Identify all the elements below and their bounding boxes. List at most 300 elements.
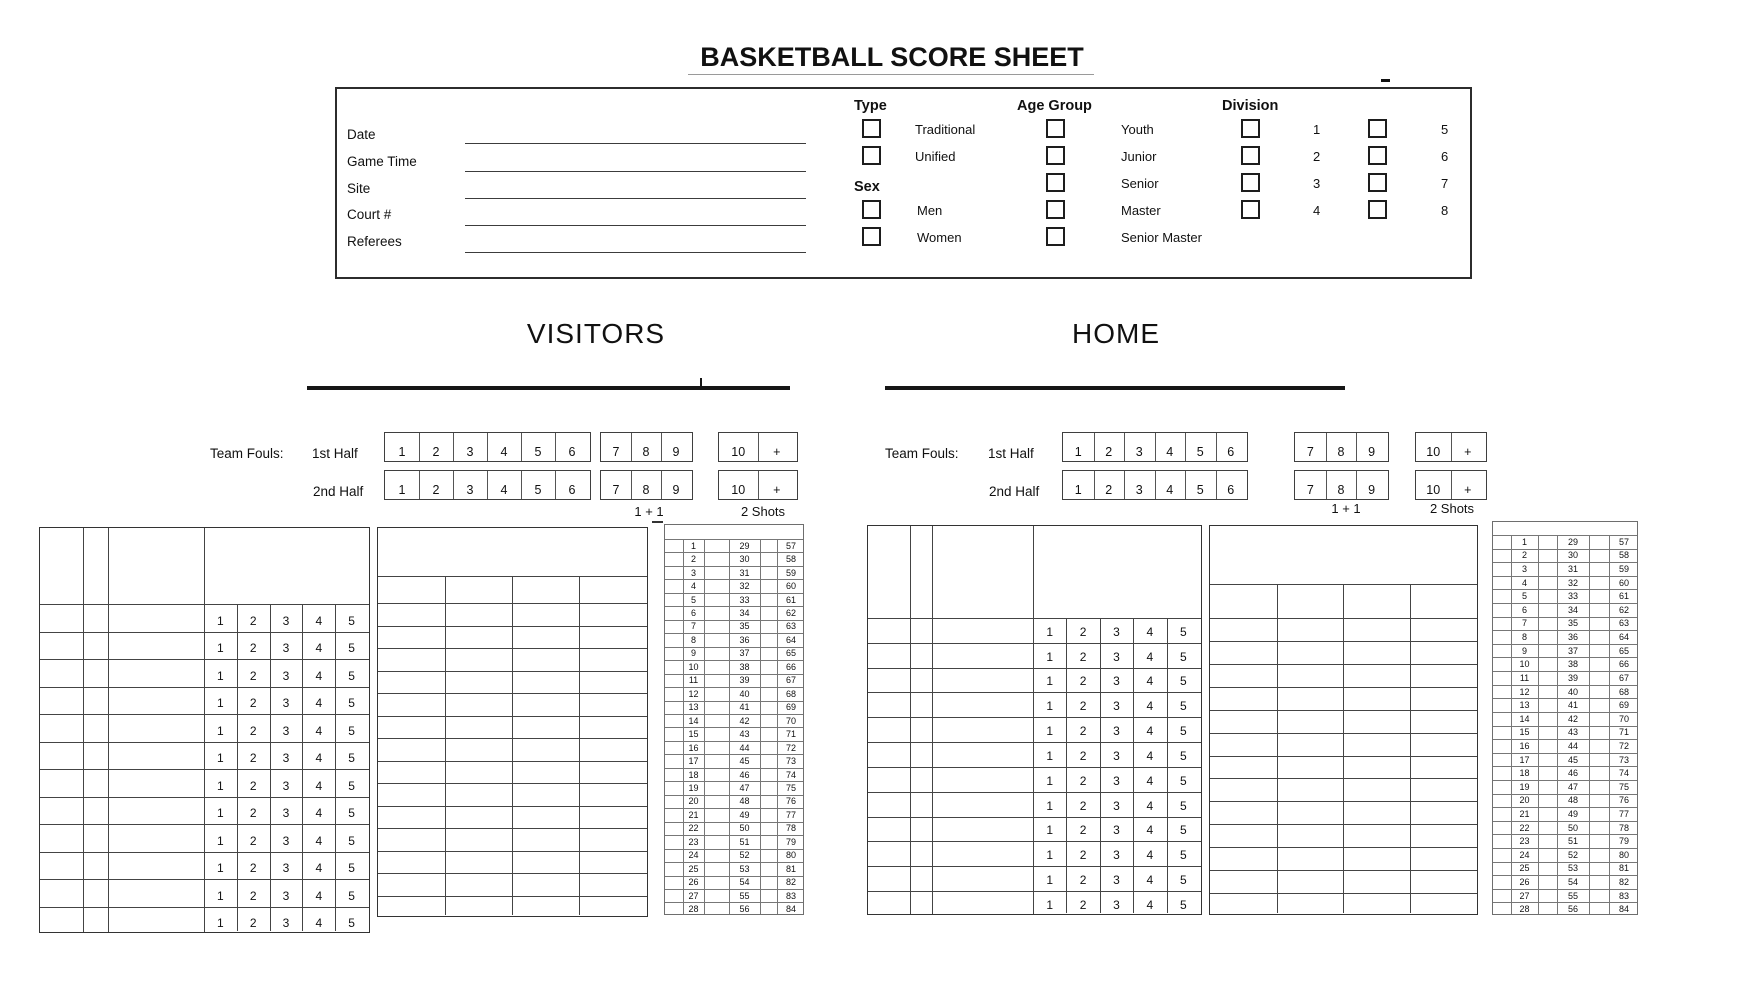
foul-number: 5: [348, 751, 355, 765]
running-score-number: 2: [690, 554, 696, 565]
team-foul-cell: 1: [1074, 445, 1082, 459]
running-score-number: 51: [739, 836, 750, 847]
running-score-number: 23: [1519, 836, 1530, 847]
foul-number: 1: [217, 751, 224, 765]
running-score-number: 45: [739, 756, 750, 767]
running-score-number: 9: [690, 648, 696, 659]
foul-number: 3: [1113, 649, 1120, 664]
team-foul-cell: 6: [1227, 483, 1235, 497]
home-team-fouls-label: Team Fouls:: [885, 446, 959, 461]
checkbox-age-junior: [1046, 146, 1065, 165]
home-player-table: [867, 525, 1202, 915]
foul-number: 1: [1046, 873, 1054, 888]
running-score-number: 14: [1519, 713, 1530, 724]
label-division-8: 8: [1441, 203, 1449, 218]
running-score-number: 15: [688, 729, 699, 740]
foul-number: 1: [1046, 624, 1054, 639]
foul-number: 2: [1079, 897, 1087, 912]
foul-number: 4: [1146, 674, 1154, 689]
foul-number: 1: [1046, 674, 1054, 689]
running-score-number: 13: [688, 702, 699, 713]
foul-number: 2: [1079, 624, 1087, 639]
running-score-number: 80: [785, 850, 796, 861]
scoring-row-line: [378, 648, 647, 649]
foul-number: 3: [282, 916, 290, 930]
scoring-row-line: [378, 851, 647, 852]
running-score-number: 69: [1618, 700, 1629, 711]
running-score-number: 21: [1519, 808, 1530, 819]
team-foul-cell: 5: [1196, 483, 1204, 497]
team-foul-cell: 4: [500, 483, 508, 497]
team-foul-cell: 1: [398, 445, 406, 459]
foul-number: 3: [282, 751, 290, 765]
team-foul-cell: +: [1464, 445, 1472, 459]
field-line-game-time: [465, 171, 806, 172]
row-line: [40, 852, 369, 853]
column-line: [108, 528, 109, 932]
running-score-number: 31: [1567, 564, 1578, 575]
foul-number: 4: [315, 888, 323, 903]
row-line: [868, 643, 1201, 644]
foul-number: 1: [217, 888, 224, 903]
running-score-number: 36: [1567, 632, 1578, 643]
foul-number: 3: [1113, 773, 1120, 788]
running-score-number: 40: [1567, 686, 1578, 697]
team-foul-cell: 7: [612, 483, 620, 497]
visitors-title: VISITORS: [526, 318, 666, 349]
foul-number: 2: [1079, 674, 1087, 689]
running-score-number: 24: [688, 850, 699, 861]
foul-number: 5: [348, 833, 355, 848]
running-score-number: 33: [739, 594, 750, 605]
row-line: [40, 687, 369, 688]
team-foul-cell: 8: [642, 445, 650, 459]
running-score-number: 19: [1519, 781, 1530, 792]
field-label-game-time: Game Time: [347, 154, 417, 169]
foul-number: 2: [1079, 798, 1087, 813]
foul-number: 4: [315, 696, 323, 710]
running-score-number: 75: [785, 782, 796, 793]
team-foul-cell: 1: [398, 483, 406, 497]
team-foul-cell: 10: [731, 445, 746, 459]
foul-number: 2: [1079, 724, 1087, 739]
age-group-title: Age Group: [1017, 98, 1092, 114]
home-team-fouls-group-cells_10_plus: [1415, 470, 1487, 500]
running-score-number: 26: [1519, 877, 1530, 888]
running-score-number: 80: [1618, 849, 1629, 860]
running-score-number: 39: [1567, 672, 1578, 683]
checkbox-division-1: [1241, 119, 1260, 138]
foul-number: 3: [1113, 699, 1120, 714]
running-score-number: 17: [688, 756, 699, 767]
scoring-row-line: [1210, 801, 1477, 802]
foul-number: 5: [1179, 699, 1187, 714]
team-foul-cell: 3: [466, 483, 474, 497]
foul-number: 2: [1079, 649, 1087, 664]
running-score-number: 27: [688, 890, 699, 901]
foul-number: 5: [1179, 873, 1187, 888]
running-score-number: 41: [1567, 700, 1578, 711]
row-line: [40, 824, 369, 825]
running-score-number: 56: [1567, 904, 1578, 915]
running-score-number: 30: [1567, 550, 1578, 561]
foul-number: 1: [1046, 848, 1054, 863]
running-score-number: 25: [1519, 863, 1530, 874]
running-score-number: 7: [690, 621, 696, 632]
running-score-number: 7: [1521, 618, 1527, 629]
foul-number: 1: [1046, 724, 1054, 739]
running-score-number: 76: [1618, 795, 1629, 806]
label-age-master: Master: [1121, 203, 1161, 218]
checkbox-age-youth: [1046, 119, 1065, 138]
scoring-row-line: [378, 671, 647, 672]
foul-number: 5: [348, 778, 355, 793]
checkbox-division-3: [1241, 173, 1260, 192]
home-team-fouls-group-cells_1_6: [1062, 470, 1248, 500]
running-score-number: 12: [1519, 686, 1530, 697]
team-foul-cell: 8: [1337, 445, 1345, 459]
running-score-number: 48: [739, 796, 750, 807]
team-foul-cell: 9: [1368, 445, 1376, 459]
home-team-fouls-group-cells_1_6: [1062, 432, 1248, 462]
running-score-number: 1: [1521, 536, 1527, 547]
running-score-number: 31: [739, 567, 750, 578]
foul-number: 1: [217, 861, 224, 875]
running-score-number: 81: [1618, 863, 1629, 874]
foul-number: 4: [315, 916, 323, 930]
foul-number: 1: [217, 613, 224, 628]
row-line: [40, 742, 369, 743]
foul-number: 3: [1113, 873, 1120, 888]
running-score-number: 6: [690, 608, 696, 619]
running-score-number: 53: [1567, 863, 1578, 874]
label-division-3: 3: [1313, 176, 1321, 191]
running-score-number: 83: [1618, 890, 1629, 901]
running-score-number: 28: [688, 904, 699, 915]
foul-number: 1: [217, 641, 224, 655]
foul-number: 5: [1179, 748, 1187, 763]
scoring-row-line: [378, 716, 647, 717]
running-score-number: 72: [785, 742, 796, 753]
label-sex-women: Women: [917, 230, 962, 245]
foul-number: 4: [315, 641, 323, 655]
foul-number: 3: [282, 723, 290, 738]
running-score-number: 46: [1567, 768, 1578, 779]
foul-number: 1: [1046, 823, 1054, 838]
running-score-number: 44: [1567, 740, 1578, 751]
scoring-row-line: [378, 626, 647, 627]
team-foul-cell: 5: [534, 445, 542, 459]
title-underline: [688, 74, 1094, 75]
team-foul-cell: 1: [1074, 483, 1082, 497]
running-score-number: 64: [785, 634, 796, 645]
foul-number: 3: [1113, 624, 1120, 639]
team-foul-cell: 8: [1337, 483, 1345, 497]
running-score-number: 37: [1567, 645, 1578, 656]
field-line-court: [465, 225, 806, 226]
foul-number: 5: [1179, 848, 1187, 863]
foul-number: 4: [1146, 724, 1154, 739]
foul-number: 5: [1179, 624, 1187, 639]
running-score-number: 63: [1618, 618, 1629, 629]
scoring-row-line: [1210, 710, 1477, 711]
running-score-number: 65: [1618, 645, 1629, 656]
running-score-number: 51: [1567, 836, 1578, 847]
foul-number: 4: [315, 833, 323, 848]
foul-number: 3: [282, 806, 290, 820]
row-line: [868, 817, 1201, 818]
row-line: [40, 714, 369, 715]
foul-number: 3: [282, 696, 290, 710]
foul-number: 1: [1046, 649, 1054, 664]
running-score-number: 11: [1519, 672, 1530, 683]
running-score-number: 50: [1567, 822, 1578, 833]
row-line: [868, 692, 1201, 693]
foul-number: 2: [1079, 823, 1087, 838]
team-foul-cell: 5: [1196, 445, 1204, 459]
visitors-second-half-label: 2nd Half: [313, 484, 364, 499]
running-score-number: 22: [688, 823, 699, 834]
running-score-number: 47: [1567, 781, 1578, 792]
scoring-row-line: [1210, 824, 1477, 825]
foul-number: 3: [282, 668, 290, 683]
scoring-row-line: [378, 896, 647, 897]
foul-number: 2: [1079, 699, 1087, 714]
running-score-number: 68: [785, 688, 796, 699]
label-division-5: 5: [1441, 122, 1449, 137]
foul-number: 1: [217, 723, 224, 738]
scoring-row-line: [1210, 870, 1477, 871]
running-score-number: 18: [1519, 768, 1530, 779]
foul-number: 3: [282, 833, 290, 848]
running-score-number: 2: [1521, 550, 1527, 561]
foul-number: 4: [315, 806, 323, 820]
division-title: Division: [1222, 98, 1279, 114]
scoring-row-line: [1210, 664, 1477, 665]
running-score-number: 3: [690, 567, 696, 578]
running-score-number: 74: [1618, 768, 1629, 779]
foul-number: 5: [348, 696, 355, 710]
running-score-number: 75: [1618, 781, 1629, 792]
foul-number: 2: [249, 751, 257, 765]
running-score-number: 1: [690, 540, 696, 551]
row-line: [868, 668, 1201, 669]
foul-number: 4: [1146, 748, 1154, 763]
running-score-number: 38: [739, 661, 750, 672]
header-box: [335, 87, 1472, 279]
running-score-number: 9: [1521, 645, 1527, 656]
running-score-number: 29: [739, 540, 750, 551]
checkbox-division-7: [1368, 173, 1387, 192]
foul-number: 1: [1046, 773, 1054, 788]
foul-number: 4: [1146, 848, 1154, 863]
type-title: Type: [854, 98, 887, 114]
scoring-row-line: [378, 828, 647, 829]
quarter-column-line: [445, 576, 446, 915]
running-score-number: 61: [785, 594, 796, 605]
visitors-one-and-one-underline: [652, 521, 663, 523]
running-score-number: 72: [1618, 740, 1629, 751]
label-age-junior: Junior: [1121, 149, 1157, 164]
running-score-number: 11: [688, 675, 699, 686]
team-foul-cell: 10: [1426, 445, 1441, 459]
running-score-number: 39: [739, 675, 750, 686]
scoring-row-line: [378, 873, 647, 874]
home-scoring-table: [1209, 525, 1478, 915]
running-score-number: 55: [739, 890, 750, 901]
running-score-number: 8: [690, 634, 696, 645]
running-score-number: 71: [785, 729, 796, 740]
running-score-number: 79: [785, 836, 796, 847]
running-score-number: 5: [690, 594, 696, 605]
foul-number: 5: [348, 613, 355, 628]
team-foul-cell: +: [773, 483, 781, 497]
field-line-date: [465, 143, 806, 144]
running-score-number: 56: [739, 904, 750, 915]
running-score-column-line: [1589, 535, 1590, 914]
checkbox-sex-women: [862, 227, 881, 246]
home-first-half-label: 1st Half: [988, 446, 1034, 461]
running-score-number: 40: [739, 688, 750, 699]
team-foul-cell: 10: [731, 483, 746, 497]
running-score-number: 43: [739, 729, 750, 740]
visitors-running-score-table: [664, 524, 804, 915]
scoring-row-line: [378, 761, 647, 762]
field-label-date: Date: [347, 127, 376, 142]
row-line: [868, 891, 1201, 892]
foul-number: 5: [1179, 897, 1187, 912]
running-score-number: 52: [1567, 849, 1578, 860]
row-line: [868, 717, 1201, 718]
foul-number: 4: [315, 668, 323, 683]
running-score-number: 59: [1618, 564, 1629, 575]
foul-number: 4: [315, 778, 323, 793]
team-foul-cell: 9: [672, 483, 680, 497]
foul-number: 5: [348, 668, 355, 683]
foul-number: 2: [249, 668, 257, 683]
quarter-column-line: [512, 576, 513, 915]
team-foul-cell: +: [773, 445, 781, 459]
running-score-number: 57: [1618, 536, 1629, 547]
team-foul-cell: 6: [568, 445, 576, 459]
running-score-number: 78: [1618, 822, 1629, 833]
team-foul-cell: 2: [1105, 483, 1113, 497]
running-score-number: 35: [1567, 618, 1578, 629]
underline-tick: [700, 378, 702, 387]
foul-number: 2: [1079, 848, 1087, 863]
running-score-number: 66: [785, 661, 796, 672]
scoring-row-line: [1210, 687, 1477, 688]
label-age-senior-master: Senior Master: [1121, 230, 1202, 245]
foul-number: 1: [1046, 748, 1054, 763]
visitors-underline: [307, 386, 790, 390]
team-foul-cell: 7: [1306, 445, 1314, 459]
running-score-number: 5: [1521, 591, 1527, 602]
running-score-number: 46: [739, 769, 750, 780]
team-foul-cell: 3: [1135, 445, 1143, 459]
checkbox-division-2: [1241, 146, 1260, 165]
running-score-number: 26: [688, 877, 699, 888]
row-line: [40, 769, 369, 770]
visitors-one-and-one-label: 1 + 1: [634, 504, 664, 519]
label-division-6: 6: [1441, 149, 1449, 164]
scoring-row-line: [378, 693, 647, 694]
running-score-number: 23: [688, 836, 699, 847]
running-score-number: 84: [1618, 904, 1629, 915]
checkbox-sex-men: [862, 200, 881, 219]
foul-number: 3: [1113, 724, 1120, 739]
team-foul-cell: 2: [432, 483, 440, 497]
team-foul-cell: 9: [1368, 483, 1376, 497]
running-score-number: 76: [785, 796, 796, 807]
foul-number: 4: [1146, 798, 1154, 813]
team-foul-cell: 7: [612, 445, 620, 459]
foul-number: 3: [282, 778, 290, 793]
row-line: [40, 879, 369, 880]
running-score-number: 8: [1521, 632, 1527, 643]
foul-number: 1: [1046, 897, 1054, 912]
foul-number: 4: [1146, 773, 1154, 788]
home-team-fouls-group-cells_10_plus: [1415, 432, 1487, 462]
foul-number: 4: [1146, 873, 1154, 888]
team-foul-cell: 7: [1306, 483, 1314, 497]
running-score-number: 25: [688, 863, 699, 874]
running-score-number: 42: [1567, 713, 1578, 724]
running-score-number: 28: [1519, 904, 1530, 915]
running-score-number: 18: [688, 769, 699, 780]
foul-number: 2: [249, 613, 257, 628]
field-line-site: [465, 198, 806, 199]
foul-number: 1: [217, 668, 224, 683]
visitors-team-fouls-group-cells_10_plus: [718, 470, 798, 500]
running-score-number: 35: [739, 621, 750, 632]
running-score-number: 10: [688, 661, 699, 672]
team-foul-cell: 3: [466, 445, 474, 459]
scoring-row-line: [378, 738, 647, 739]
running-score-number: 4: [1521, 577, 1527, 588]
foul-number: 4: [1146, 624, 1154, 639]
label-age-youth: Youth: [1121, 122, 1154, 137]
foul-number: 2: [249, 916, 257, 930]
checkbox-age-master: [1046, 200, 1065, 219]
running-score-number: 62: [785, 608, 796, 619]
foul-number: 3: [282, 641, 290, 655]
foul-number: 1: [217, 696, 224, 710]
quarter-column-line: [579, 576, 580, 915]
team-foul-cell: 6: [568, 483, 576, 497]
checkbox-division-8: [1368, 200, 1387, 219]
running-score-number: 13: [1519, 700, 1530, 711]
running-score-number: 70: [785, 715, 796, 726]
home-underline: [885, 386, 1345, 390]
scoring-row-line: [1210, 733, 1477, 734]
home-one-and-one-label: 1 + 1: [1331, 501, 1361, 516]
running-score-number: 84: [785, 904, 796, 915]
foul-number: 4: [315, 861, 323, 875]
label-division-1: 1: [1313, 122, 1321, 137]
running-score-number: 19: [688, 782, 699, 793]
running-score-number: 54: [739, 877, 750, 888]
scoring-row-line: [378, 806, 647, 807]
running-score-number: 49: [1567, 808, 1578, 819]
team-foul-cell: 8: [642, 483, 650, 497]
running-score-number: 61: [1618, 591, 1629, 602]
foul-number: 2: [1079, 748, 1087, 763]
checkbox-division-5: [1368, 119, 1387, 138]
foul-number: 5: [1179, 798, 1187, 813]
running-score-number: 63: [785, 621, 796, 632]
foul-number: 2: [249, 696, 257, 710]
